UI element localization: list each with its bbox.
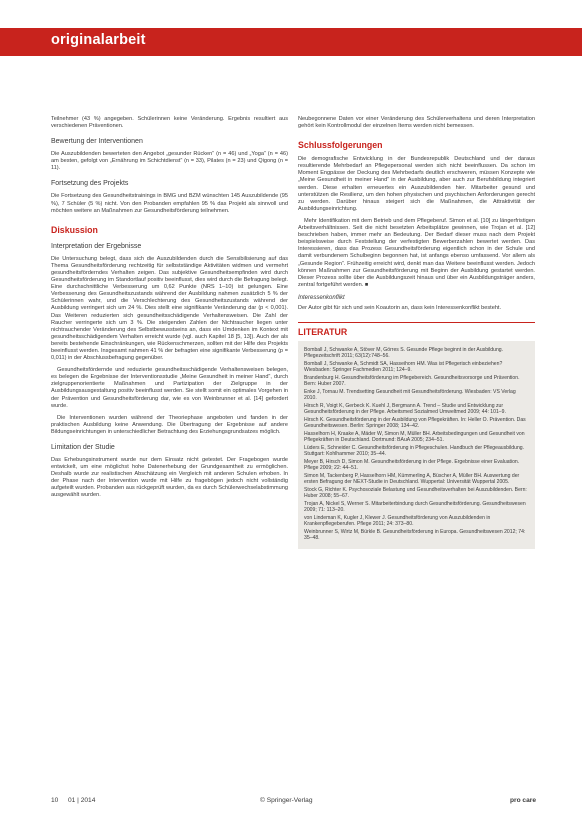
subsection-heading: Interessenkonflikt <box>298 294 345 301</box>
section-heading: Schlussfolgerungen <box>298 140 383 151</box>
subsection-heading: Fortsetzung des Projekts <box>51 180 129 188</box>
paragraph: Die Untersuchung belegt, dass sich die Auszubildenden durch die Sensibilisierung auf das Thema Gesundheitsförderung rechtzeitig für selbstständige Aktivitäten widmen und vermehrt gesundheitsförderndes Verhalten zeigen. Das subjektive Gesundheitsempfinden wird durch Gesundheitsförderung im Standortlauf positiv beeinflusst, dies wird durch die Befragung belegt. Eine durchschnittliche Verbesserung um 0,62 Punkte (NRS 1–10) ist gelungen. Eine Verbesserung des Gesundheitszustands während der Ausbildung nahmen zusätzlich 5 % der Schülerinnen wahr, und die Verschlechterung des Gesundheitszustands während der Ausbildung verringert sich um 24 %. Dies stellt eine signifikante Veränderung dar (p < 0,001). Das Weiteren reduzierten sich gesundheitsschädigende Verhaltensweisen. Die Zahl der Raucher verringerte sich um 3 %. Die steigenden Zahlen der Nichtraucher liegen unter nichtrauchender Veränderung des Selbstbewusstseins an, dass ein Umdenken im Kontext mit gesundheitsschädigendem Verhalten erreicht wurde (vgl. auch Kapitel 18 [5, 13]). Auch der als bereits bestehende Einschränkungen, wie Rückenschmerzen, sollten mit der Hilfe des Projekts beeinflusst werden. Insgesamt nahmen 41 % der befragten eine signifikante Verbesserung (p = 0,011) in der Abschlussbefragung gegenüber. <box>51 255 288 362</box>
reference-list <box>298 341 535 549</box>
paragraph: Mehr Identifikation mit dem Betrieb und dem Pflegeberuf. Simon et al. [10] zu längerfristigen Arbeitsverhältnissen. Seit die nicht besetzten Arbeitsplätze gewinnen, wie Trojan et al. [12] beschrieben haben, immer mehr an Bedeutung. Der Bedarf dieser muss nach dem Projekt beispielsweise durch Feststellung der verfestigten Bewerberzahlen bewertet werden. Das Interessieren, dass das Prozess Gesundheitsförderung eigentlich schon in der Schule und damit verbundenem Schulbeginn begonnen hat, ist anfangs ebenso umfassend. Vor allem als „Gesunde Region“. Frühzeitig erreicht wird, denkt man das Weitere beeinflusst werden. Jedoch können Maßnahmen zur Gesundheitsförderung mit Beginn der Ausbildung gestartet werden. Dieser Prozess sollte über die Ausbildungszeit hinaus und über ein Ausbildungsträger anders, zentral fortgeführt werden. ■ <box>298 217 535 288</box>
reference-item: Brandenburg H. Gesundheitsförderung im Pflegebereich. Gesundheitsvorsorge und Prävention. Bern: Huber 2007. <box>304 374 520 388</box>
reference-item: von Lindeman K, Kugler J, Klewer J. Gesundheitsförderung von Auszubildenden in Krankenpflegeberufen. Pflege 2011; 24: 373–80. <box>304 514 491 528</box>
reference-item: Hasselhorn H, Kraake A, Mäder W, Simon M, Müller BH. Arbeitsbedingungen und Gesundheit von Pflegekräften in Deutschland. Dortmund: BAuA 2005; 234–51. <box>304 430 525 444</box>
right-column <box>298 116 535 549</box>
paragraph: Die Fortsetzung des Gesundheitstrainings in BMG und BZM wünschten 145 Auszubildende (95 %), 7 Schüler (5 %) nicht. Von den Probanden empfahlen 95 % das Projekt als sinnvoll und möchten weitere an Maßnahmen zur Gesundheitsförderung teilnehmen. <box>51 193 288 214</box>
page-number: 10 <box>51 797 59 804</box>
reference-item: Simon M, Tackenberg P, Hasselhorn HM, Kümmerling A, Büscher A, Müller BH. Auswertung der ersten Befragung der NEXT-Studie in Deutschland. Wuppertal: Universität Wuppertal 2005. <box>304 472 520 486</box>
end-of-article-mark: ■ <box>364 281 369 288</box>
reference-item: Bomball J, Schwanke A, Schmidt SA, Hasseihorn HM. Was ist Pflegerisch einbeziehen? Wiesbaden: Springer Fachmedien 2011; 124–9. <box>304 360 503 374</box>
paragraph: Der Autor gibt für sich und sein Koautorin an, dass kein Interessenkonflikt besteht. <box>298 304 502 311</box>
literature-heading: LITERATUR <box>298 322 535 337</box>
issue-label: 01 | 2014 <box>68 797 96 804</box>
publisher-label: © Springer-Verlag <box>260 797 313 804</box>
paragraph: Das Erhebungsinstrument wurde nur dem Einsatz nicht getestet. Der Fragebogen wurde entwickelt, um eine möglichst hohe Datenerhebung der Grundgesamtheit zu ermöglichen. Deshalb wurde zur realistischen Abschätzung ein Vergleich mit anderen Schulen erhoben. In der Phase nach der Intervention wurde mit Hilfe zu fragebögen jedoch nicht vollständig aufgeteilt wurden. Probanden aus rückgeprüft wurden, da es durch Schülerwechselabstimmung ausgewählt wurden. <box>51 457 288 499</box>
reference-item: Trojan A, Nickel S, Werner S. Mitarbeiterbindung durch Gesundheitsförderung. Gesundheitswesen 2009; 71: 113–20. <box>304 500 526 514</box>
left-column <box>51 116 288 505</box>
subsection-heading: Bewertung der Interventionen <box>51 138 143 146</box>
paragraph: Die demografische Entwicklung in der Bundesrepublik Deutschland und der daraus resultierende Mehrbedarf an Pflegepersonal werden sich nicht beeinflussen. Da schon im Moment Engpässe der Deckung des Mehrbedarfs deutlich erschweren, müssen Konzepte wie „Meine Gesundheit in meiner Hand“ in der Ausbildung, aber auch zur Berufsbildung integriert werden. Diese erhalten erneuertes ein Auszubildenden hier. Mitarbeiter gesund und unterstützen die Resilienz, um den hohen physischen und psychischen Anforderungen gerecht zu werden. Darüber hinaus steigert sich die Maßnahmen, die Attraktivität der Ausbildungseinrichtung. <box>298 156 535 212</box>
paragraph: Die Auszubildenden bewerteten den Angebot „gesunder Rücken“ (n = 46) und „Yoga“ (n = 46) am besten, gefolgt von „Ernährung im Schichtdienst“ (n = 33), Pilates (n = 23) und Qigong (n = 11). <box>51 151 288 172</box>
paragraph: Gesundheitsfördernde und reduzierte gesundheitsschädigende Verhaltensweisen belegen, es belegen die Ergebnisse der Interventionsstudie „Meine Gesundheit in meiner Hand“, durch zielgruppenorientierte Maßnahmen und Partizipation der Zielgruppe in der Ausbildungsausgestaltung positiv beeinflusst werden. Sie stellt somit ein optimales Vorgehen in der Prävention und Gesundheitsförderung dar, wie es von Weinbrunner et al. [14] gefordert wurde. <box>51 367 288 409</box>
reference-item: Lüders E, Schneider C. Gesundheitsförderung in Pflegeschulen. Handbuch der Pflegeausbildung. Stuttgart: Kohlhammer 2010; 35–44. <box>304 444 525 458</box>
reference-item: Hirsch R, Voigt K, Gerbeck K. Kuehl J, Bergmann A. Trend – Studie und Entwicklung zur Gesundheitsförderung in der Pflege. Arbeitsmed Sozialmed Umweltmed 2009; 44: 101–9. <box>304 402 506 416</box>
section-heading: Diskussion <box>51 224 98 235</box>
paragraph: Neubegonnene Daten vor einer Veränderung des Schülerverhaltens und deren Interpretation gehört kein Kontrollmodul der einzelnen Items werden nicht bemessen. <box>298 116 535 130</box>
paragraph: Teilnehmer (43 %) angegeben. Schülerinnen keine Veränderung. Ergebnis resultiert aus verschiedenen Präventionen. <box>51 116 288 130</box>
reference-item: Bomball J, Schwanke A, Stöver M, Görres S. Gesunde Pflege beginnt in der Ausbildung. Pflegezeitschrift 2011; 63(12):748–56. <box>304 346 504 360</box>
section-banner <box>0 28 582 56</box>
journal-name: pro care <box>509 797 536 804</box>
reference-item: Hirsch K. Gesundheitsförderung in der Ausbildung von Pflegekräften. In: Heller O. Prävention. Das Gesundheitswesen. Berlin: Springer 2008; 134–42. <box>304 416 526 430</box>
reference-item: Enke J, Tornau M. Trendsetting Gesundheit mit Gesundheitsförderung. Wiesbaden: VS Verlag 2010. <box>304 388 516 402</box>
section-label: originalarbeit <box>51 32 146 48</box>
subsection-heading: Interpretation der Ergebnisse <box>51 242 142 250</box>
paragraph: Die Interventionen wurden während der Theoriephase angeboten und fanden in der praktischen Ausbildung keine Anwendung. Die Übertragung der Ergebnisse auf andere Bildungseinrichtungen in unterschiedlicher Betrachtung des Erziehungsgrundsatzes möglich. <box>51 414 288 435</box>
page-footer <box>0 797 582 811</box>
reference-item: Stock G, Richter K. Psychosoziale Belastung und Gesundheitsverhalten bei Auszubildenden. Bern: Huber 2008; 55–67. <box>304 486 527 500</box>
reference-item: Meyer B, Hirsch D, Simon M. Gesundheitsförderung in der Pflege. Ergebnisse einer Evaluation. Pflege 2009; 22: 44–51. <box>304 458 520 472</box>
subsection-heading: Limitation der Studie <box>51 444 115 451</box>
reference-item: Weinbrunner S, Wirtz M, Bürkle B. Gesundheitsförderung in Europa. Gesundheitswesen 2012; 74: 35–48. <box>304 528 526 542</box>
